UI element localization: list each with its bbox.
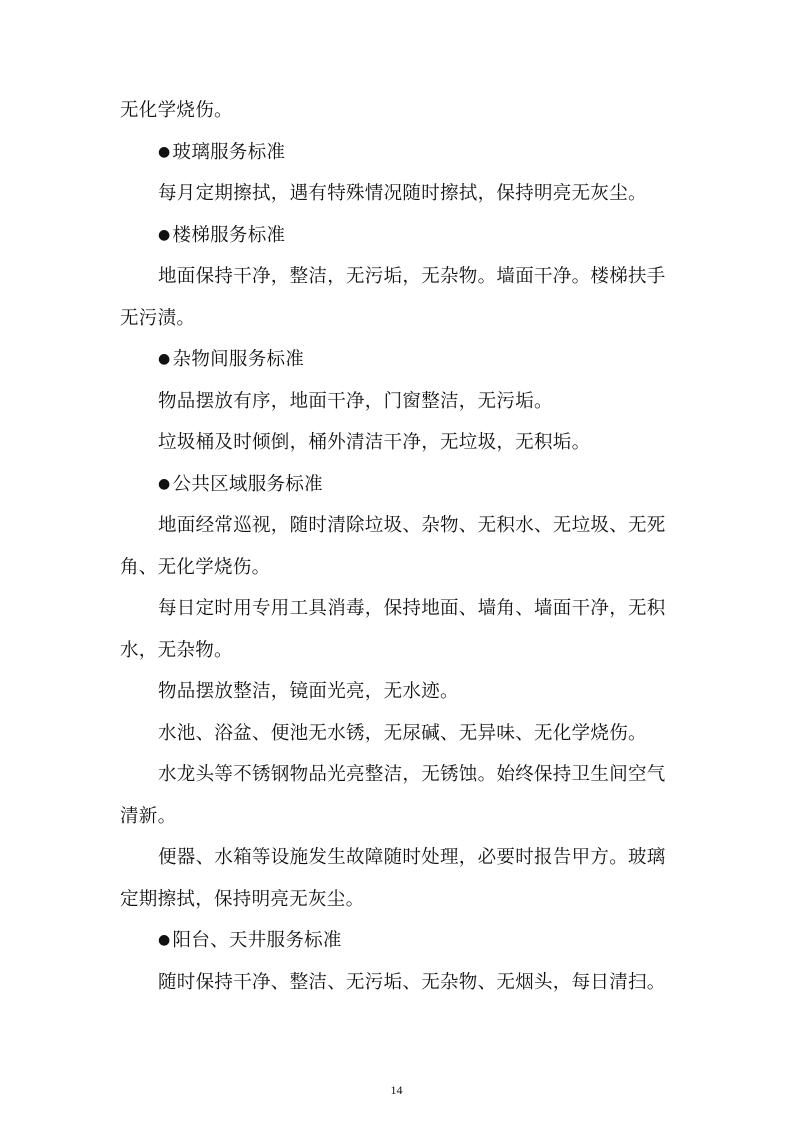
bullet-icon: ● bbox=[158, 475, 171, 492]
paragraph-line: 每日定时用专用工具消毒，保持地面、墙角、墙面干净，无积 bbox=[158, 598, 666, 619]
section-heading-text: 玻璃服务标准 bbox=[172, 141, 286, 163]
section-heading bbox=[120, 132, 665, 174]
paragraph-line: 水，无杂物。 bbox=[120, 639, 233, 661]
paragraph-line: 水池、浴盆、便池无水锈，无尿碱、无异味、无化学烧伤。 bbox=[158, 722, 647, 744]
paragraph-line: 角、无化学烧伤。 bbox=[120, 556, 271, 578]
bullet-icon: ● bbox=[158, 143, 171, 160]
section-heading-text: 杂物间服务标准 bbox=[172, 349, 305, 370]
paragraph-line: 清新。 bbox=[120, 805, 177, 827]
paragraph-line: 垃圾桶及时倾倒，桶外清洁干净，无垃圾，无积垢。 bbox=[158, 432, 591, 453]
bullet-icon: ● bbox=[158, 932, 171, 948]
paragraph-line: 无污渍。 bbox=[120, 307, 196, 329]
paragraph-line: 便器、水箱等设施发生故障随时处理，必要时报告甲方。玻璃 bbox=[158, 847, 666, 868]
paragraph-line: 地面保持干净，整洁，无污垢，无杂物。墙面干净。楼梯扶手 bbox=[158, 266, 666, 287]
page-number: 14 bbox=[390, 1083, 403, 1097]
section-heading-text: 阳台、天井服务标准 bbox=[172, 930, 342, 951]
section-heading-text: 楼梯服务标准 bbox=[172, 224, 286, 246]
section-heading bbox=[120, 464, 665, 506]
paragraph-line: 地面经常巡视，随时清除垃圾、杂物、无积水、无垃圾、无死 bbox=[158, 515, 666, 536]
section-heading bbox=[120, 215, 665, 257]
paragraph-line: 随时保持干净、整洁、无污垢、无杂物、无烟头，每日清扫。 bbox=[158, 971, 666, 993]
section-heading-text: 公共区域服务标准 bbox=[172, 473, 323, 495]
paragraph-line: 物品摆放有序，地面干净，门窗整洁，无污垢。 bbox=[158, 390, 553, 412]
paragraph-line: 水龙头等不锈钢物品光亮整洁，无锈蚀。始终保持卫生间空气 bbox=[158, 764, 666, 785]
bullet-icon: ● bbox=[158, 226, 171, 243]
paragraph-line: 定期擦拭，保持明亮无灰尘。 bbox=[120, 888, 365, 910]
section-heading bbox=[120, 339, 665, 381]
paragraph-line: 无化学烧伤。 bbox=[120, 100, 233, 121]
paragraph-line: 物品摆放整洁，镜面光亮，无水迹。 bbox=[158, 681, 459, 702]
section-heading bbox=[120, 920, 665, 962]
bullet-icon: ● bbox=[158, 351, 171, 367]
paragraph-line: 每月定期擦拭，遇有特殊情况随时擦拭，保持明亮无灰尘。 bbox=[158, 183, 647, 204]
document-body bbox=[120, 90, 665, 1003]
